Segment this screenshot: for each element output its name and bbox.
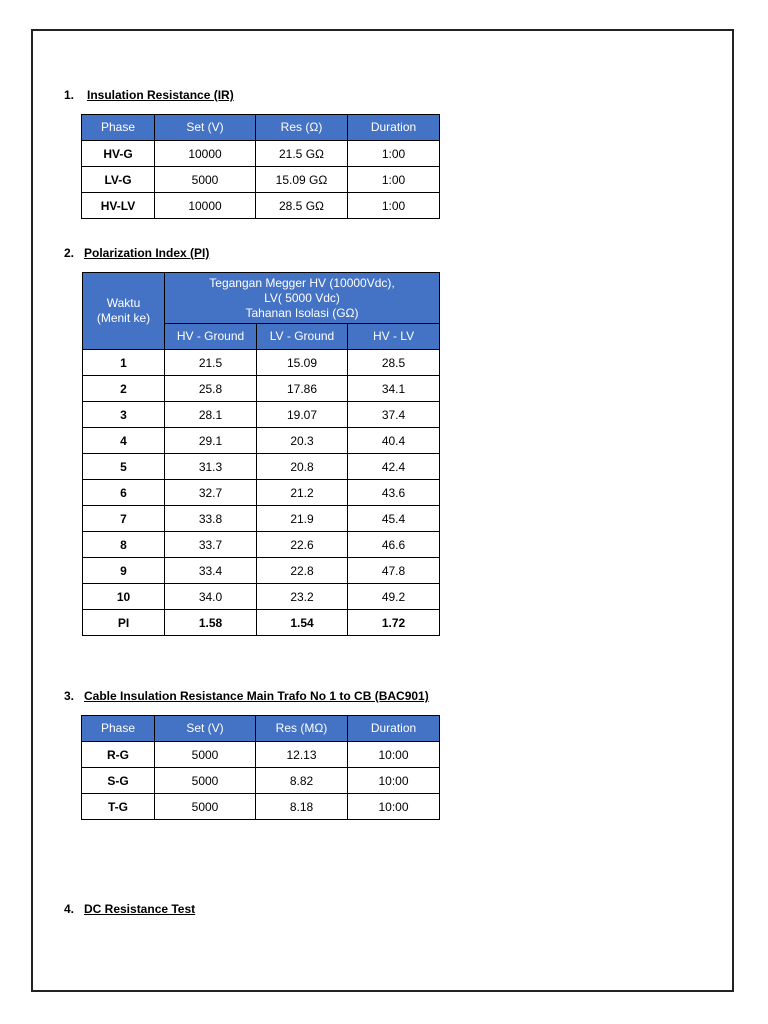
table-cell: 23.2 bbox=[257, 584, 348, 610]
table-row bbox=[83, 402, 440, 428]
table-cell: 43.6 bbox=[348, 480, 440, 506]
table-row bbox=[82, 167, 440, 193]
column-header: HV - LV bbox=[348, 324, 440, 350]
table-cell: 10000 bbox=[155, 141, 256, 167]
table-cell: S-G bbox=[82, 768, 155, 794]
section-number: 3. bbox=[64, 689, 75, 703]
column-header: Phase bbox=[82, 716, 155, 742]
header-line: LV( 5000 Vdc) bbox=[264, 290, 340, 305]
table-cell: 29.1 bbox=[165, 428, 257, 454]
table-cell: 12.13 bbox=[256, 742, 348, 768]
table-cell: 1.54 bbox=[257, 610, 348, 636]
section-number: 4. bbox=[64, 902, 75, 916]
column-header: Duration bbox=[348, 716, 440, 742]
table-cell: 40.4 bbox=[348, 428, 440, 454]
table-row bbox=[83, 532, 440, 558]
table-cell: 49.2 bbox=[348, 584, 440, 610]
table-row bbox=[83, 480, 440, 506]
table-cell: 6 bbox=[83, 480, 165, 506]
table-header-row bbox=[82, 716, 440, 742]
header-line: Waktu bbox=[106, 296, 141, 310]
table-cell: 21.5 bbox=[165, 350, 257, 376]
table-cell: 8.18 bbox=[256, 794, 348, 820]
table-cell: 10:00 bbox=[348, 794, 440, 820]
megger-group-header bbox=[165, 273, 440, 324]
table-cell: 5000 bbox=[155, 742, 256, 768]
table-cell: 5000 bbox=[155, 768, 256, 794]
table-row bbox=[83, 376, 440, 402]
section-heading-dc-resistance bbox=[64, 902, 195, 916]
table-row bbox=[83, 558, 440, 584]
section-title: DC Resistance Test bbox=[84, 902, 196, 916]
section-title: Cable Insulation Resistance Main Trafo No 1 to CB (BAC901) bbox=[84, 689, 429, 703]
table-row bbox=[82, 794, 440, 820]
table-cell: 31.3 bbox=[165, 454, 257, 480]
table-cell: 15.09 bbox=[257, 350, 348, 376]
ir-table bbox=[81, 114, 440, 219]
table-cell: 1:00 bbox=[348, 167, 440, 193]
table-cell: 28.1 bbox=[165, 402, 257, 428]
table-cell: 20.3 bbox=[257, 428, 348, 454]
table-cell: 15.09 GΩ bbox=[256, 167, 348, 193]
table-cell: 4 bbox=[83, 428, 165, 454]
column-header: Phase bbox=[82, 115, 155, 141]
table-cell: 8.82 bbox=[256, 768, 348, 794]
cable-ir-table bbox=[81, 715, 440, 820]
column-header: LV - Ground bbox=[257, 324, 348, 350]
table-cell: 10:00 bbox=[348, 768, 440, 794]
table-cell: 1:00 bbox=[348, 141, 440, 167]
table-row bbox=[82, 742, 440, 768]
table-cell: T-G bbox=[82, 794, 155, 820]
table-cell: PI bbox=[83, 610, 165, 636]
table-row bbox=[82, 141, 440, 167]
table-row bbox=[83, 428, 440, 454]
table-cell: 46.6 bbox=[348, 532, 440, 558]
table-cell: HV-G bbox=[82, 141, 155, 167]
table-cell: 1.58 bbox=[165, 610, 257, 636]
table-cell: 33.8 bbox=[165, 506, 257, 532]
section-number: 1. bbox=[64, 88, 75, 102]
table-cell: 1:00 bbox=[348, 193, 440, 219]
column-header: Set (V) bbox=[155, 716, 256, 742]
table-cell: LV-G bbox=[82, 167, 155, 193]
column-header: HV - Ground bbox=[165, 324, 257, 350]
table-cell: 5 bbox=[83, 454, 165, 480]
table-cell: 7 bbox=[83, 506, 165, 532]
table-cell: 9 bbox=[83, 558, 165, 584]
table-cell: 1 bbox=[83, 350, 165, 376]
table-cell: 21.2 bbox=[257, 480, 348, 506]
table-cell: 45.4 bbox=[348, 506, 440, 532]
table-cell: 21.9 bbox=[257, 506, 348, 532]
column-header: Res (Ω) bbox=[256, 115, 348, 141]
table-cell: 22.6 bbox=[257, 532, 348, 558]
table-cell: 8 bbox=[83, 532, 165, 558]
section-heading-cable-ir bbox=[64, 689, 429, 703]
table-cell: 17.86 bbox=[257, 376, 348, 402]
section-title: Polarization Index (PI) bbox=[84, 246, 210, 260]
table-cell: 10000 bbox=[155, 193, 256, 219]
table-cell: 33.4 bbox=[165, 558, 257, 584]
table-cell: 1.72 bbox=[348, 610, 440, 636]
table-row bbox=[83, 350, 440, 376]
time-column-header bbox=[83, 273, 165, 350]
table-cell: 19.07 bbox=[257, 402, 348, 428]
table-cell: HV-LV bbox=[82, 193, 155, 219]
table-cell: 2 bbox=[83, 376, 165, 402]
table-cell: 37.4 bbox=[348, 402, 440, 428]
table-cell: 28.5 bbox=[348, 350, 440, 376]
table-cell: 5000 bbox=[155, 167, 256, 193]
table-cell: 5000 bbox=[155, 794, 256, 820]
table-cell: 3 bbox=[83, 402, 165, 428]
section-title: Insulation Resistance (IR) bbox=[87, 88, 234, 102]
table-cell: 32.7 bbox=[165, 480, 257, 506]
table-cell: 10:00 bbox=[348, 742, 440, 768]
section-number: 2. bbox=[64, 246, 75, 260]
table-header-row bbox=[82, 115, 440, 141]
table-row bbox=[83, 506, 440, 532]
section-heading-pi bbox=[64, 246, 209, 260]
table-row bbox=[83, 584, 440, 610]
table-cell: 47.8 bbox=[348, 558, 440, 584]
header-line: Tegangan Megger HV (10000Vdc), bbox=[209, 275, 395, 290]
header-line: Tahanan Isolasi (GΩ) bbox=[245, 305, 359, 320]
table-cell: 42.4 bbox=[348, 454, 440, 480]
table-cell: 33.7 bbox=[165, 532, 257, 558]
column-header: Res (MΩ) bbox=[256, 716, 348, 742]
header-line: (Menit ke) bbox=[96, 311, 151, 325]
section-heading-ir bbox=[64, 88, 234, 102]
table-cell: 21.5 GΩ bbox=[256, 141, 348, 167]
pi-table bbox=[82, 272, 440, 636]
table-row bbox=[82, 193, 440, 219]
table-cell: 10 bbox=[83, 584, 165, 610]
table-cell: 34.0 bbox=[165, 584, 257, 610]
table-cell: 20.8 bbox=[257, 454, 348, 480]
table-cell: 28.5 GΩ bbox=[256, 193, 348, 219]
table-cell: 34.1 bbox=[348, 376, 440, 402]
column-header: Set (V) bbox=[155, 115, 256, 141]
column-header: Duration bbox=[348, 115, 440, 141]
table-cell: 22.8 bbox=[257, 558, 348, 584]
table-row bbox=[83, 454, 440, 480]
table-row bbox=[82, 768, 440, 794]
table-cell: 25.8 bbox=[165, 376, 257, 402]
table-header-row bbox=[83, 273, 440, 324]
pi-result-row bbox=[83, 610, 440, 636]
table-cell: R-G bbox=[82, 742, 155, 768]
